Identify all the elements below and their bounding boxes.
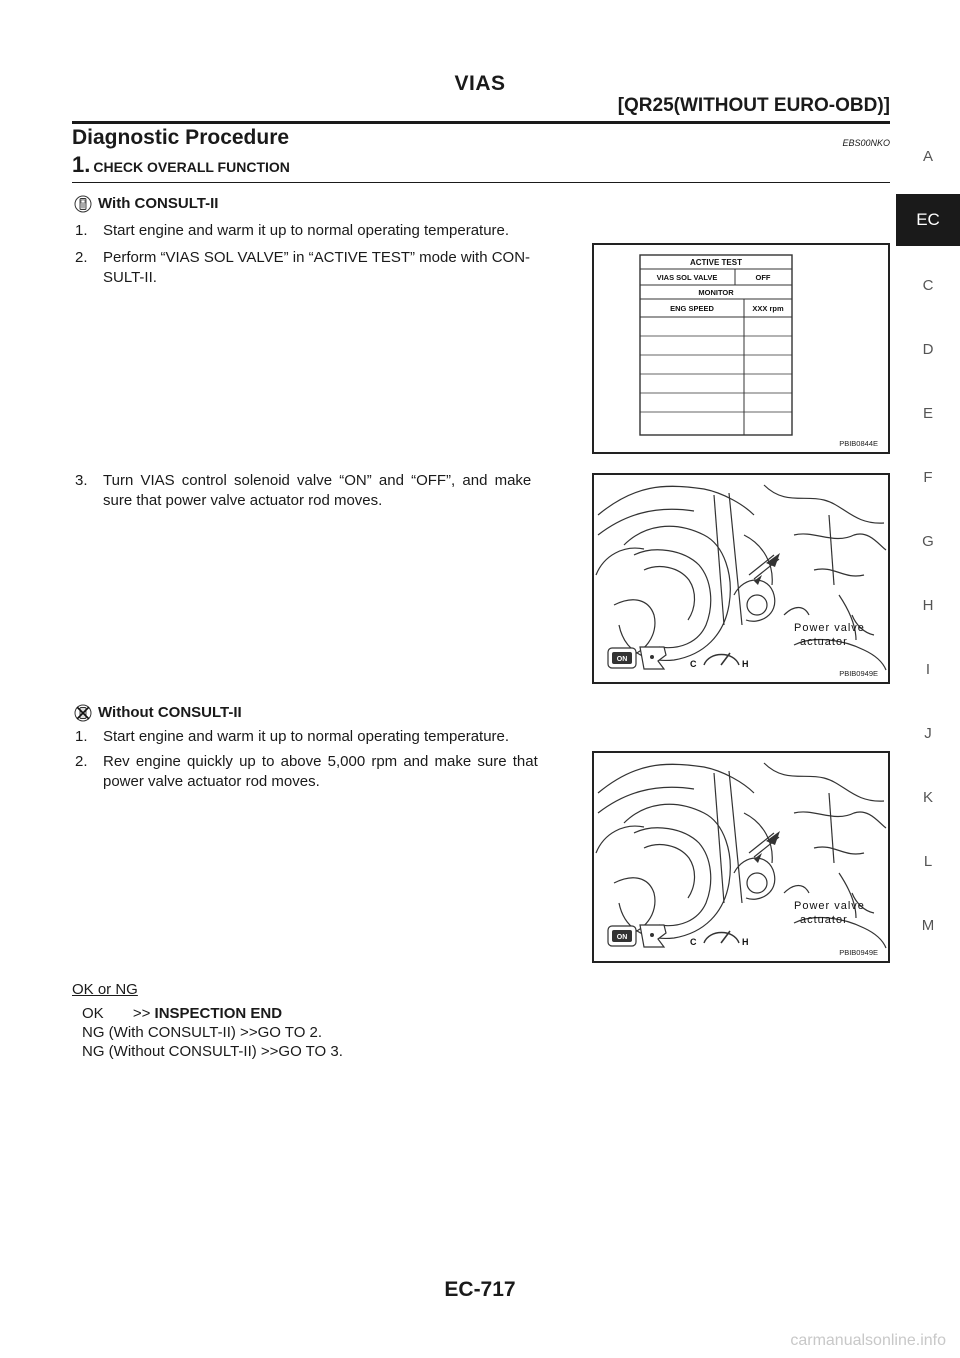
tab-k[interactable]: K bbox=[922, 789, 933, 806]
with-consult-item-3-line1: Turn VIAS control solenoid valve “ON” and “OFF”, and make bbox=[103, 472, 532, 489]
svg-text:ON: ON bbox=[616, 934, 628, 941]
figure-id: PBIB0844E bbox=[839, 439, 878, 448]
with-consult-item-1: 1. Start engine and warm it up to normal operating temperature. bbox=[75, 222, 510, 239]
section-code: EBS00NKO bbox=[842, 138, 890, 148]
tab-m[interactable]: M bbox=[921, 917, 935, 934]
tab-e[interactable]: E bbox=[922, 405, 933, 422]
engine-illustration bbox=[594, 753, 888, 961]
tab-c[interactable]: C bbox=[922, 277, 934, 294]
tab-g[interactable]: G bbox=[922, 533, 934, 550]
tab-f[interactable]: F bbox=[923, 469, 933, 486]
figure-id: PBIB0949E bbox=[839, 669, 878, 678]
active-test-screen bbox=[594, 245, 888, 452]
svg-text:ON: ON bbox=[616, 656, 628, 663]
without-consult-item-2-line1: Rev engine quickly up to above 5,000 rpm and make sure that bbox=[103, 753, 538, 770]
active-test-item-value: OFF bbox=[755, 273, 771, 282]
active-test-figure bbox=[592, 243, 890, 454]
svg-text:C: C bbox=[690, 659, 697, 669]
tab-l[interactable]: L bbox=[923, 853, 933, 870]
without-consult-heading: Without CONSULT-II bbox=[72, 703, 242, 722]
consult-tool-icon bbox=[74, 195, 92, 213]
with-consult-item-2-num: 2. bbox=[75, 249, 88, 266]
active-test-item: VIAS SOL VALVE bbox=[656, 273, 718, 282]
with-consult-item-3-num: 3. bbox=[75, 472, 88, 489]
result-ok: OK >> INSPECTION END bbox=[82, 1005, 283, 1022]
with-consult-item-2-line2: SULT-II. bbox=[103, 269, 157, 286]
figure-id: PBIB0949E bbox=[839, 948, 878, 957]
no-tool-icon bbox=[74, 704, 92, 722]
callout-power-valve: Power valve bbox=[794, 622, 865, 634]
monitor-label: MONITOR bbox=[698, 288, 734, 297]
without-consult-item-1: 1. Start engine and warm it up to normal operating temperature. bbox=[75, 728, 510, 745]
callout-power-valve: Power valve bbox=[794, 900, 865, 912]
callout-actuator: actuator bbox=[800, 914, 848, 926]
key-on-symbol bbox=[608, 925, 666, 947]
watermark: carmanualsonline.info bbox=[790, 1332, 946, 1349]
svg-text:C: C bbox=[690, 937, 697, 947]
without-consult-item-2-num: 2. bbox=[75, 753, 88, 770]
engine-figure-1 bbox=[592, 473, 890, 684]
step-rule bbox=[72, 182, 890, 183]
monitor-item: ENG SPEED bbox=[670, 304, 714, 313]
section-title: Diagnostic Procedure bbox=[72, 126, 290, 149]
step-number: 1. bbox=[72, 152, 91, 177]
with-consult-heading: With CONSULT-II bbox=[72, 194, 218, 213]
page-number: EC-717 bbox=[444, 1278, 516, 1301]
active-test-title: ACTIVE TEST bbox=[689, 258, 743, 267]
engine-figure-2 bbox=[592, 751, 890, 963]
tab-d[interactable]: D bbox=[922, 341, 934, 358]
page-header-title: VIAS bbox=[454, 72, 506, 95]
step-heading bbox=[72, 152, 290, 178]
tab-ec[interactable]: EC bbox=[896, 194, 960, 246]
with-consult-item-3-line2: sure that power valve actuator rod moves. bbox=[103, 492, 383, 509]
temperature-gauge-symbol bbox=[690, 931, 749, 947]
temperature-gauge-symbol bbox=[690, 653, 749, 669]
monitor-value: XXX rpm bbox=[752, 304, 784, 313]
tab-i[interactable]: I bbox=[925, 661, 931, 678]
page-header-subtitle: [QR25(WITHOUT EURO-OBD)] bbox=[617, 95, 890, 116]
result-ng-without: NG (Without CONSULT-II) >>GO TO 3. bbox=[82, 1043, 343, 1060]
tab-a[interactable]: A bbox=[922, 148, 933, 165]
result-ng-with: NG (With CONSULT-II) >>GO TO 2. bbox=[82, 1024, 323, 1041]
svg-text:H: H bbox=[742, 659, 749, 669]
step-label: CHECK OVERALL FUNCTION bbox=[93, 159, 290, 175]
header-rule bbox=[72, 121, 890, 124]
callout-actuator: actuator bbox=[800, 636, 848, 648]
tab-h[interactable]: H bbox=[922, 597, 934, 614]
engine-illustration bbox=[594, 475, 888, 682]
without-consult-item-2-line2: power valve actuator rod moves. bbox=[103, 773, 320, 790]
tab-j[interactable]: J bbox=[924, 725, 932, 742]
with-consult-item-2-line1: Perform “VIAS SOL VALVE” in “ACTIVE TEST” mode with CON- bbox=[103, 249, 531, 266]
key-on-symbol bbox=[608, 647, 666, 669]
ok-or-ng-heading: OK or NG bbox=[72, 981, 138, 998]
svg-text:H: H bbox=[742, 937, 749, 947]
